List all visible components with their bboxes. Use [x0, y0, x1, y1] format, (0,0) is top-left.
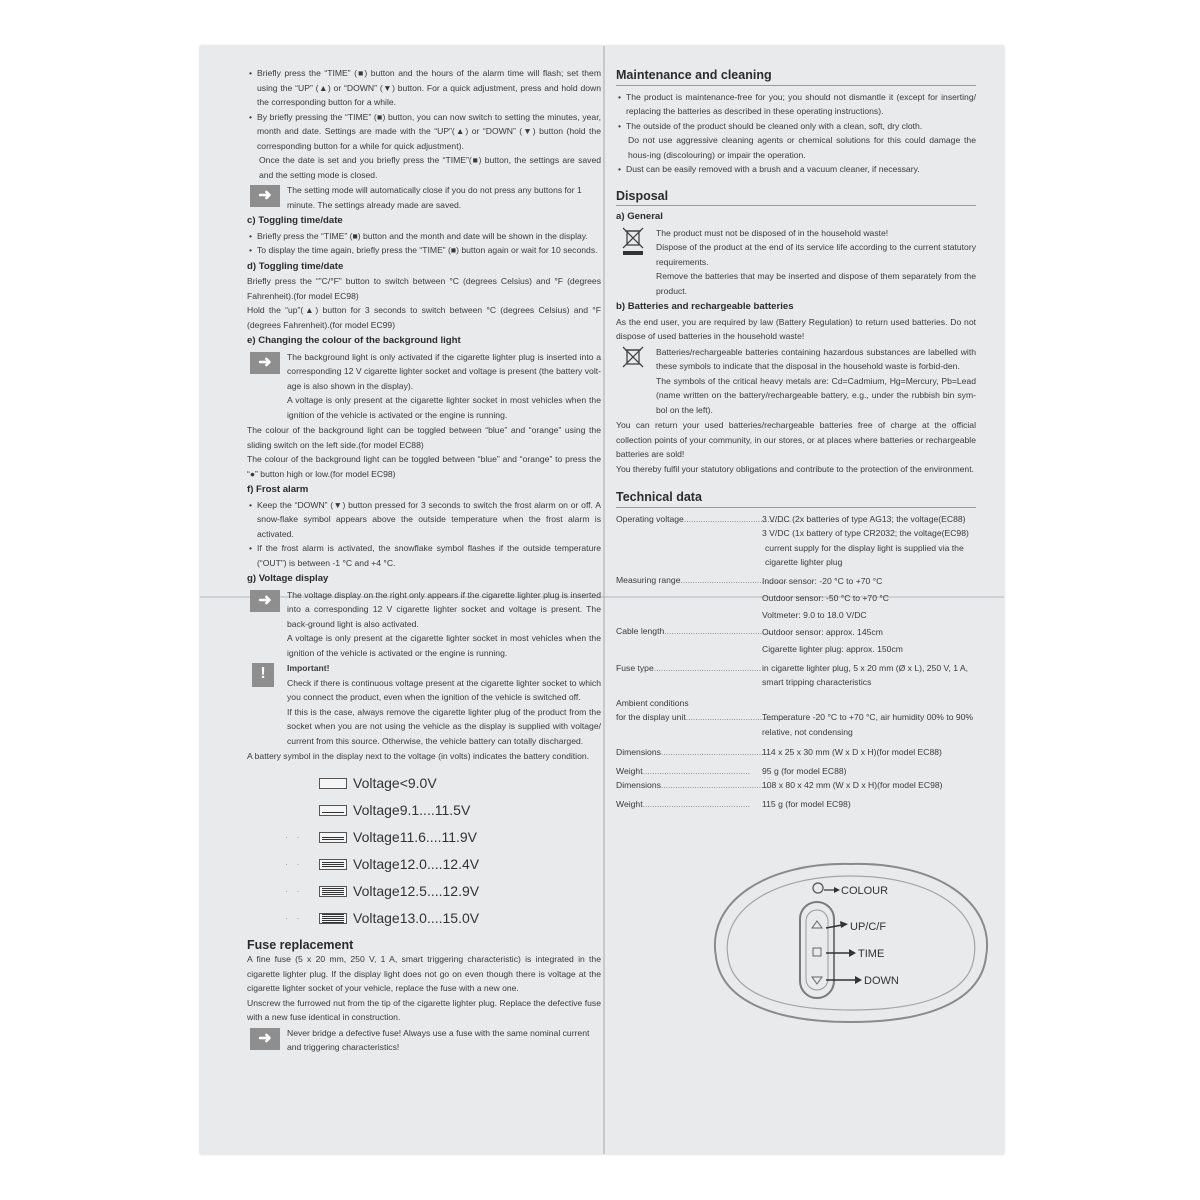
tech-row: Fuse type............................................. in cigarette lighter plug, 5 x 20 mm (Ø x L), 250 V, 1 A, smart tripping characteristics — [616, 661, 976, 690]
list-item: • Briefly press the “TIME” (■) button and the month and date will be shown in the display. — [247, 229, 601, 244]
paragraph: The colour of the background light can be toggled between “blue” and “orange” using the sliding switch on the left side.(for model EC88) — [247, 425, 601, 450]
paragraph: A battery symbol in the display next to the voltage (in volts) indicates the battery condition. — [247, 751, 590, 761]
voltage-display-note — [247, 588, 601, 661]
arrow-icon — [840, 921, 848, 928]
down-label: DOWN — [864, 975, 899, 987]
colour-label: COLOUR — [841, 885, 889, 897]
tech-label: Fuse type — [616, 662, 654, 673]
alarm-save-step: Once the date is set and you briefly press the “TIME”(■) button, the settings are saved and the setting mode is closed. — [259, 155, 601, 180]
paragraph: Do not use aggressive cleaning agents or chemical solutions for this could damage the hous-ing (discolouring) or impair the operation. — [628, 135, 976, 160]
note-text: A voltage is only present at the cigarette lighter socket in most vehicles when the ignition of the vehicle is activated or the engine is running. — [287, 395, 601, 420]
battery-disposal-block — [616, 345, 976, 418]
arrow-icon — [855, 976, 862, 984]
paragraph: You thereby fulfil your statutory obligations and contribute to the protection of the environment. — [616, 463, 974, 474]
left-column — [247, 66, 601, 1056]
arrow-note-icon: ➜ — [250, 185, 280, 207]
background-light-note — [247, 350, 601, 423]
note-text: Check if there is continuous voltage present at the cigarette lighter socket to which you connect the product, even when the ignition of the vehicle is switched off. — [287, 677, 601, 702]
tech-value: 3 V/DC (1x battery of type CR2032; the voltage(EC98) — [762, 528, 969, 538]
arrow-note-icon: ➜ — [250, 1028, 280, 1050]
tech-row: Weight............................................. 115 g (for model EC98) — [616, 797, 976, 812]
tech-label: Dimensions — [616, 780, 661, 790]
technical-data-table — [616, 512, 976, 812]
alarm-date-step: • By briefly pressing the “TIME” (■) button, you can now switch to setting the minutes, year, month and date. Settings are made with the “UP”(▲) or “DOWN” (▼) button (hold the corresponding button for a while for quick adjustment). — [247, 110, 601, 154]
general-disposal-block — [616, 226, 976, 299]
note-text: If this is the case, always remove the cigarette lighter plug of the product from the socket when you are not using the vehicle as the display is supplied with voltage/ current from this source. Otherwise, the vehicle battery can totally discharged. — [287, 706, 601, 746]
important-title: Important! — [287, 663, 330, 673]
note-text: A voltage is only present at the cigarette lighter socket in most vehicles when the ignition of the vehicle is activated or the engine is running. — [287, 633, 601, 658]
list-item: • Keep the “DOWN” (▼) button pressed for 3 seconds to switch the frost alarm on or off. A snow-flake symbol appears above the outside temperature when the frost alarm is activated. — [247, 498, 601, 542]
section-title-c: c) Toggling time/date — [247, 215, 343, 226]
voltage-row — [285, 770, 601, 797]
section-title-g: g) Voltage display — [247, 573, 329, 584]
tech-row: Weight............................................. 95 g (for model EC88) — [616, 764, 976, 779]
battery-icon — [319, 886, 347, 897]
tech-value: current supply for the display light is supplied via the cigarette lighter plug — [765, 542, 964, 567]
section-title-e: e) Changing the colour of the background light — [247, 335, 461, 346]
tech-label: Weight — [616, 765, 643, 776]
section-title-disposal: Disposal — [616, 189, 976, 207]
tech-label: Ambient conditions — [616, 697, 689, 708]
subsection-title-batteries: b) Batteries and rechargeable batteries — [616, 301, 794, 312]
crossed-bin-icon — [620, 226, 646, 256]
paragraph: A fine fuse (5 x 20 mm, 250 V, 1 A, smart triggering characteristic) is integrated in the cigarette lighter plug. If the display light does not go on even though there is voltage at the cigarette lighter socket of your vehicle, replace the fuse with a new one. — [247, 954, 601, 993]
tech-row: Operating voltage............................................. 3 V/DC (2x batteries of type AG13; the voltage(EC88) 3 V/DC (1x battery of type CR2032; the voltage(EC98) current supply for the display light is supplied via the cigarette lighter plug — [616, 512, 976, 570]
section-title-technical: Technical data — [616, 490, 976, 508]
paragraph: The symbols of the critical heavy metals are: Cd=Cadmium, Hg=Mercury, Pb=Lead (name written on the battery/rechargeable battery, e.g., under the rubbish bin sym-bol on the left). — [656, 375, 976, 415]
time-square-icon[interactable] — [813, 948, 821, 956]
voltage-label: Voltage13.0....15.0V — [353, 909, 480, 926]
colour-button-icon[interactable] — [813, 883, 823, 893]
tech-row: Dimensions............................................. 108 x 80 x 42 mm (W x D x H)(for model EC98) — [616, 778, 976, 793]
note-text: Never bridge a defective fuse! Always use a fuse with the same nominal current and triggering characteristics! — [287, 1027, 590, 1052]
voltage-level-list — [285, 770, 601, 932]
setting-timeout-note — [247, 183, 601, 212]
battery-icon — [319, 805, 347, 816]
arrow-icon — [849, 949, 856, 957]
arrow-note-icon: ➜ — [250, 590, 280, 612]
voltage-row — [285, 797, 601, 824]
down-triangle-icon[interactable] — [812, 977, 822, 984]
paragraph: Unscrew the furrowed nut from the tip of the cigarette lighter plug. Replace the defective fuse with a new fuse identical in construction. — [247, 997, 601, 1022]
voltage-row: · · Voltage12.0....12.4V — [285, 855, 480, 872]
paragraph: The product must not be disposed of in the household waste! — [656, 227, 889, 238]
voltage-label: Voltage11.6....11.9V — [353, 828, 478, 845]
tech-value: 3 V/DC (2x batteries of type AG13; the voltage(EC88) — [762, 513, 966, 524]
battery-icon — [319, 913, 347, 924]
paragraph: You can return your used batteries/rechargeable batteries free of charge at the official collection points of your community, in our stores, or at places where batteries or rechargeable batteries are sold! — [616, 420, 976, 459]
list-item: • To display the time again, briefly press the “TIME” (■) button again or wait for 10 seconds. — [247, 243, 601, 258]
fold-line-vertical — [603, 46, 605, 1154]
device-front-diagram — [706, 862, 996, 1032]
voltage-label: Voltage9.1....11.5V — [353, 801, 471, 818]
tech-row — [616, 696, 976, 711]
important-note — [247, 661, 601, 748]
paragraph: Remove the batteries that may be inserted and dispose of them separately from the product. — [656, 271, 976, 296]
battery-icon — [319, 859, 347, 870]
subsection-title-general: a) General — [616, 211, 663, 222]
tech-value: Outdoor sensor: -50 °C to +70 °C — [762, 592, 890, 603]
voltage-label: Voltage<9.0V — [353, 774, 437, 791]
voltage-row: · · Voltage13.0....15.0V — [285, 909, 480, 926]
paragraph: The colour of the background light can be toggled between “blue” and “orange” to press the “●” button high or low.(for model EC98) — [247, 454, 601, 479]
note-text: The background light is only activated if the cigarette lighter plug is inserted into a corresponding 12 V cigarette lighter socket and voltage is present (the battery volt-age is also shown in the display). — [287, 351, 601, 391]
tech-row: for the display unit............................................. Temperature -20 °C to +70 °C, air humidity 00% to 90% relative, not condensing — [616, 710, 976, 739]
list-item: • The product is maintenance-free for you; you should not dismantle it (except for inserting/ replacing the batteries as described in these operating instructions). — [616, 90, 976, 119]
section-title-maintenance: Maintenance and cleaning — [616, 68, 976, 86]
tech-value: 95 g (for model EC88) — [762, 765, 847, 776]
tech-row: Cable length............................................. Outdoor sensor: approx. 145cm Cigarette lighter plug: approx. 150cm — [616, 624, 976, 658]
alarm-hour-step: • Briefly press the “TIME” (■) button and the hours of the alarm time will flash; set them using the “UP” (▲) or “DOWN” (▼) button. For a quick adjustment, press and hold down the corresponding button for a while. — [247, 66, 601, 110]
section-title-fuse: Fuse replacement — [247, 937, 354, 952]
tech-label: Operating voltage — [616, 513, 684, 524]
note-text: The setting mode will automatically close if you do not press any buttons for 1 minute. The settings already made are saved. — [287, 185, 582, 210]
paragraph: Dispose of the product at the end of its service life according to the current statutory requirements. — [656, 242, 976, 267]
battery-icon — [319, 778, 347, 789]
tech-label: Cable length — [616, 625, 665, 636]
right-column — [616, 64, 976, 811]
tech-label: Dimensions — [616, 747, 661, 757]
button-panel-inner — [806, 910, 828, 990]
up-triangle-icon[interactable] — [812, 921, 822, 928]
paragraph: Briefly press the “”C/°F” button to switch between °C (degrees Celsius) and °F (degrees Fahrenheit).(for model EC98) — [247, 276, 601, 301]
tech-value: 114 x 25 x 30 mm (W x D x H)(for model EC88) — [762, 747, 942, 757]
tech-value: Voltmeter: 9.0 to 18.0 V/DC — [762, 609, 867, 620]
list-item: • Dust can be easily removed with a brush and a vacuum cleaner, if necessary. — [616, 162, 976, 177]
paragraph: Hold the “up”(▲) button for 3 seconds to switch between °C (degrees Celsius) and °F (degrees Fahrenheit).(for model EC99) — [247, 305, 601, 330]
voltage-label: Voltage12.0....12.4V — [353, 855, 480, 872]
tech-label: Measuring range — [616, 574, 681, 585]
battery-bin-icon — [620, 345, 646, 375]
tech-label: Weight — [616, 798, 643, 809]
arrow-note-icon: ➜ — [250, 352, 280, 374]
tech-row: Dimensions............................................. 114 x 25 x 30 mm (W x D x H)(for model EC88) — [616, 745, 976, 760]
up-label: UP/C/F — [850, 921, 887, 933]
section-title-f: f) Frost alarm — [247, 484, 309, 495]
tech-value: 115 g (for model EC98) — [762, 798, 851, 809]
tech-value: 108 x 80 x 42 mm (W x D x H)(for model EC98) — [762, 780, 943, 790]
tech-value: Outdoor sensor: approx. 145cm — [762, 626, 883, 637]
fuse-note — [247, 1026, 601, 1055]
section-title-d: d) Toggling time/date — [247, 260, 344, 272]
tech-row: Measuring range............................................. Indoor sensor: -20 °C to +70 °C Outdoor sensor: -50 °C to +70 °C Voltmeter: 9.0 to 18.0 V/DC — [616, 573, 976, 624]
voltage-row: · · Voltage12.5....12.9V — [285, 882, 480, 899]
time-label: TIME — [858, 948, 885, 960]
note-text: The voltage display on the right only appears if the cigarette lighter plug is inserted into a corresponding 12 V cigarette lighter socket and voltage is present. The back-ground light is also activated. — [287, 589, 601, 629]
voltage-label: Voltage12.5....12.9V — [353, 882, 480, 899]
tech-value: Temperature -20 °C to +70 °C, air humidity 00% to 90% relative, not condensing — [762, 712, 974, 737]
list-item: • If the frost alarm is activated, the snowflake symbol flashes if the outside temperature (“OUT”) is between -1 °C and +4 °C. — [247, 541, 601, 570]
paragraph: As the end user, you are required by law (Battery Regulation) to return used batteries. Do not dispose of used batteries in the household waste! — [616, 316, 976, 341]
paragraph: Batteries/rechargeable batteries containing hazardous substances are labelled with these symbols to indicate that the disposal in the household waste is forbid-den. — [656, 346, 976, 371]
tech-value: Indoor sensor: -20 °C to +70 °C — [762, 575, 883, 586]
warning-icon: ! — [252, 663, 274, 687]
tech-label: for the display unit — [616, 712, 686, 722]
voltage-row: · · Voltage11.6....11.9V — [285, 828, 478, 845]
tech-value: Cigarette lighter plug: approx. 150cm — [762, 643, 903, 654]
battery-icon — [319, 832, 347, 843]
list-item: • The outside of the product should be cleaned only with a clean, soft, dry cloth. — [616, 119, 976, 134]
tech-value: in cigarette lighter plug, 5 x 20 mm (Ø x L), 250 V, 1 A, smart tripping characteristics — [762, 662, 969, 687]
